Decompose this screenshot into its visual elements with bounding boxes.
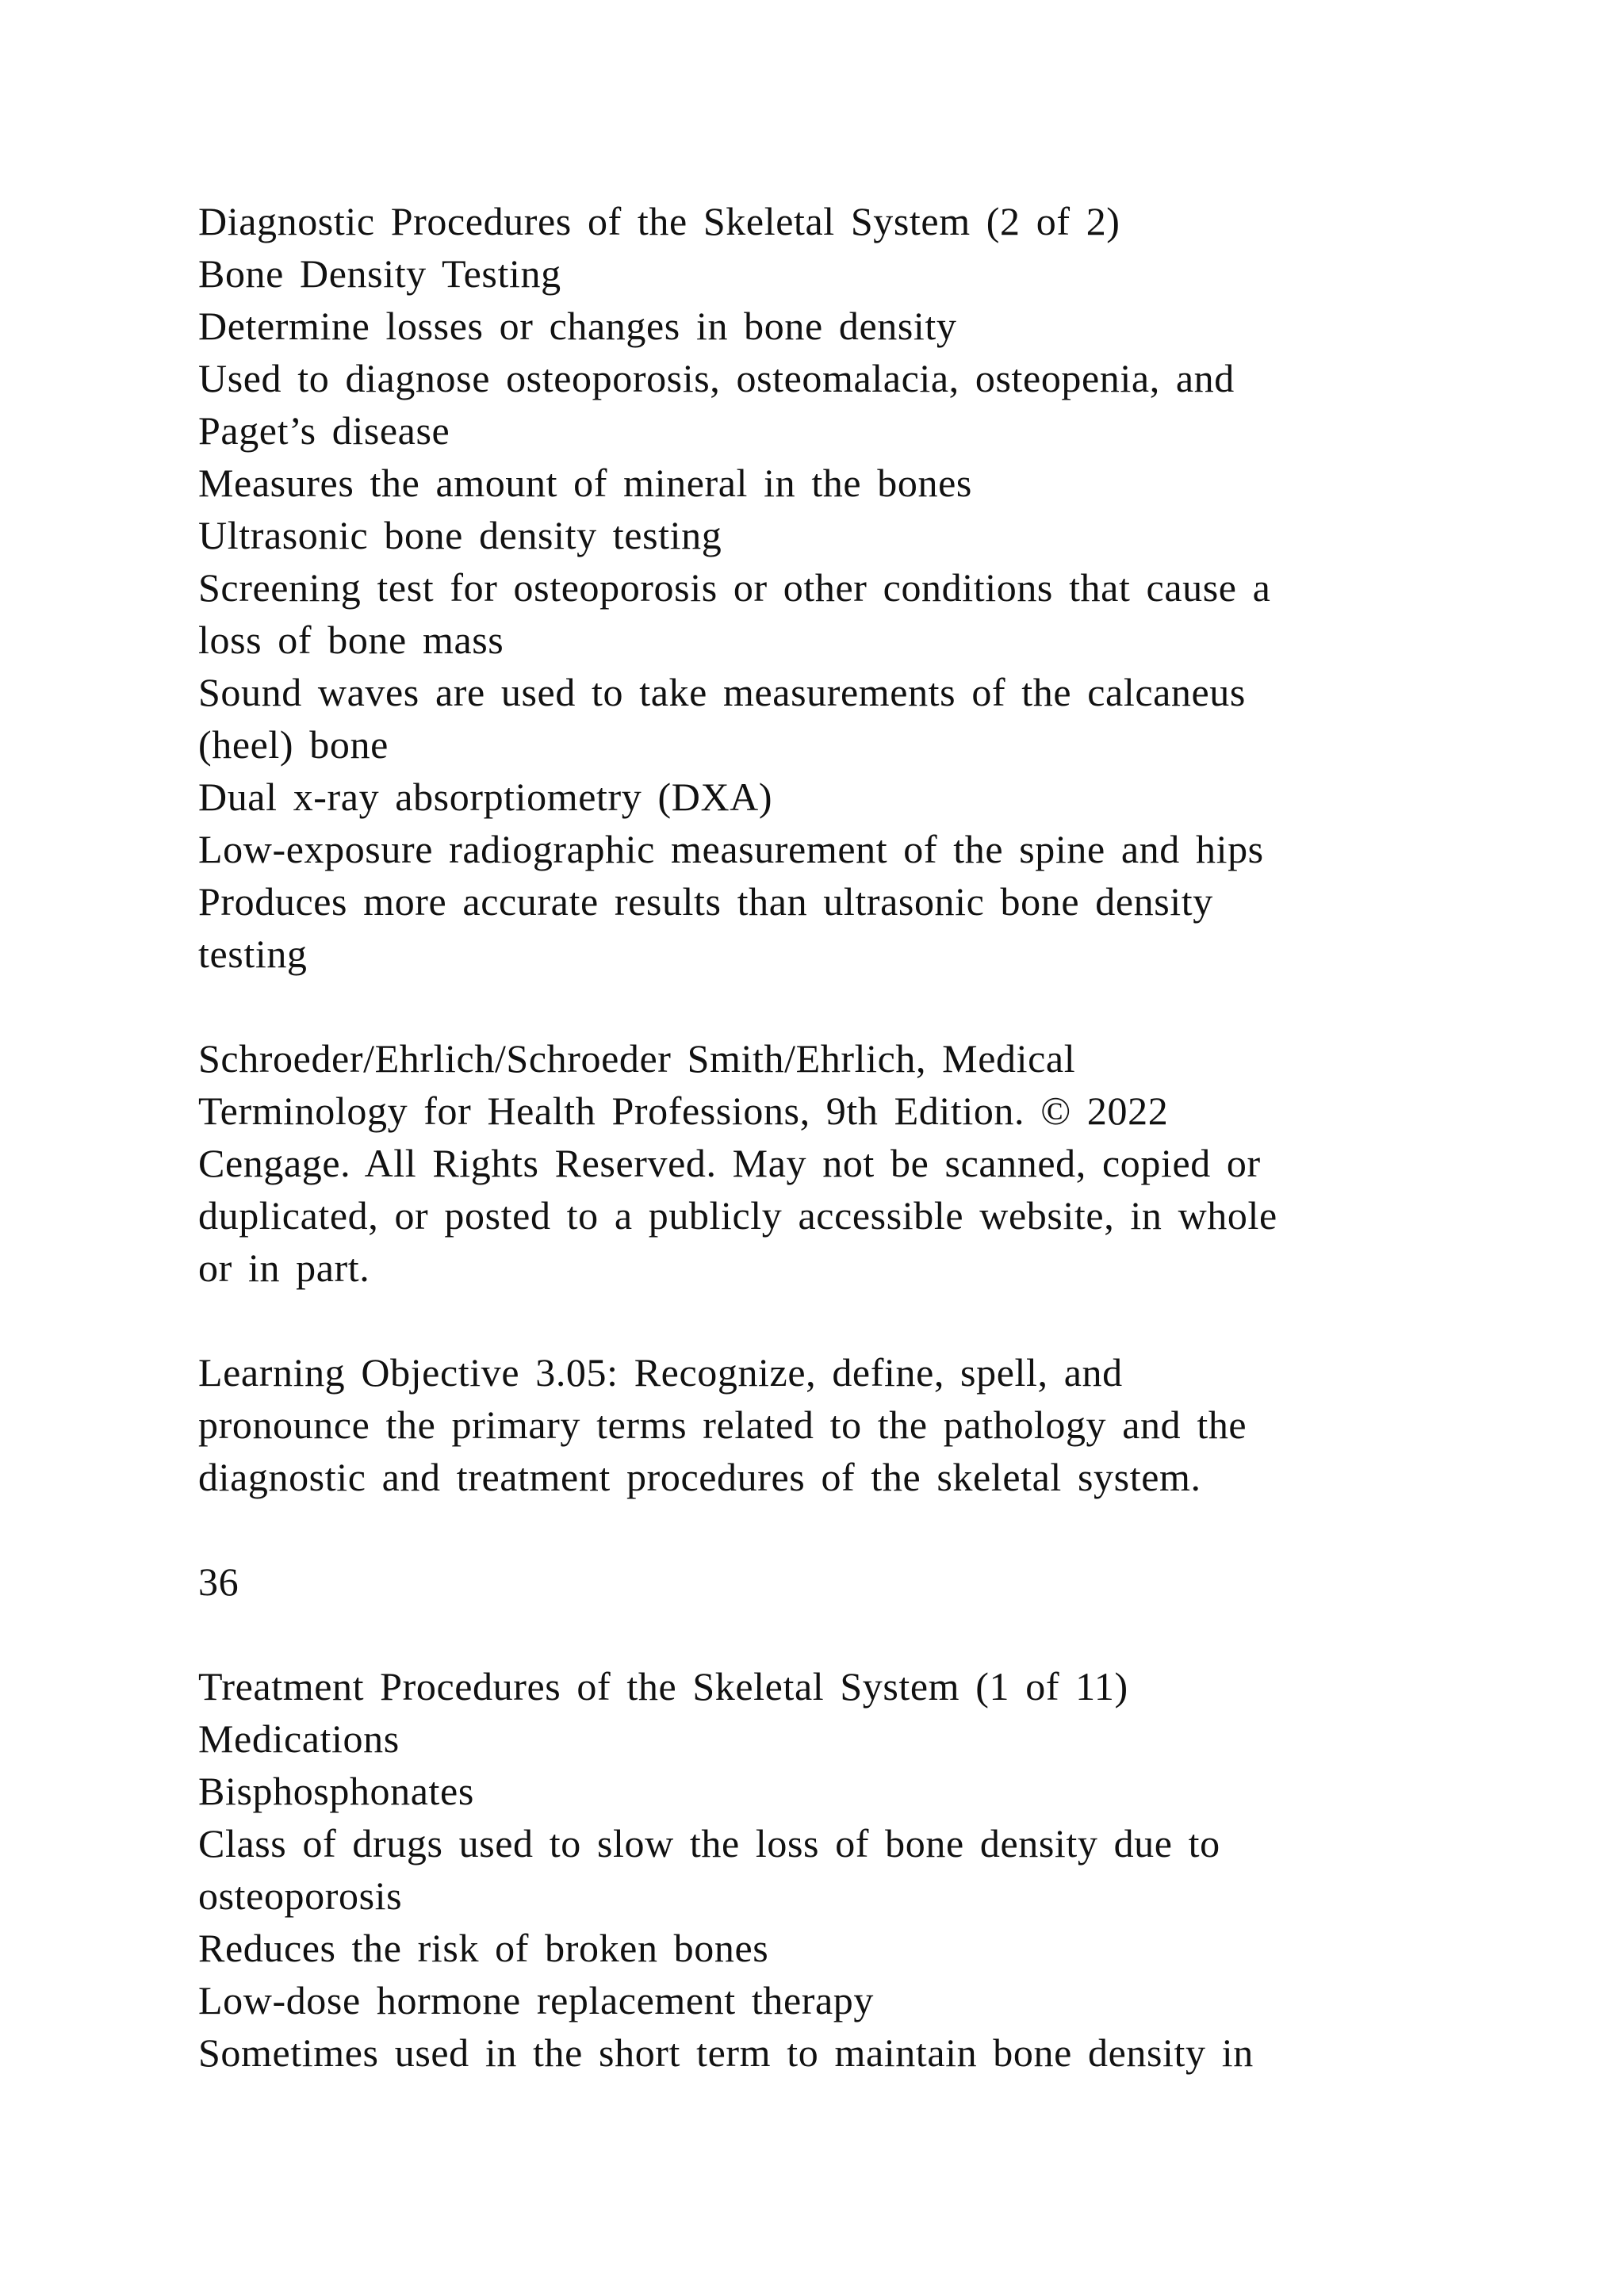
section-title: Treatment Procedures of the Skeletal System (1 of 11) <box>198 1664 1128 1709</box>
document-page <box>198 195 1435 2079</box>
copyright-line: or in part. <box>198 1246 370 1290</box>
text-line: Produces more accurate results than ultrasonic bone density <box>198 879 1213 924</box>
text-line: Determine losses or changes in bone density <box>198 304 957 348</box>
copyright-line: Terminology for Health Professions, 9th Edition. © 2022 <box>198 1089 1169 1133</box>
blank-line <box>198 1608 1435 1660</box>
text-line: Low-exposure radiographic measurement of the spine and hips <box>198 827 1264 871</box>
blank-line <box>198 1503 1435 1556</box>
text-line: Used to diagnose osteoporosis, osteomalacia, osteopenia, and <box>198 356 1235 400</box>
text-line: loss of bone mass <box>198 618 504 662</box>
text-line: Medications <box>198 1716 400 1761</box>
text-line: Sometimes used in the short term to maintain bone density in <box>198 2030 1254 2075</box>
blank-line <box>198 980 1435 1032</box>
text-line: osteoporosis <box>198 1873 403 1918</box>
objective-line: diagnostic and treatment procedures of the skeletal system. <box>198 1455 1201 1499</box>
copyright-line: duplicated, or posted to a publicly accessible website, in whole <box>198 1193 1277 1238</box>
text-line: Paget’s disease <box>198 408 450 453</box>
copyright-line: Schroeder/Ehrlich/Schroeder Smith/Ehrlich, Medical <box>198 1036 1076 1081</box>
text-line: Ultrasonic bone density testing <box>198 513 722 557</box>
section-title: Diagnostic Procedures of the Skeletal System (2 of 2) <box>198 199 1120 243</box>
copyright-line: Cengage. All Rights Reserved. May not be scanned, copied or <box>198 1141 1261 1185</box>
text-line: Bisphosphonates <box>198 1769 474 1813</box>
text-line: Reduces the risk of broken bones <box>198 1926 769 1970</box>
text-line: (heel) bone <box>198 722 389 767</box>
objective-line: Learning Objective 3.05: Recognize, define, spell, and <box>198 1350 1123 1395</box>
text-line: Bone Density Testing <box>198 251 561 296</box>
text-line: Screening test for osteoporosis or other conditions that cause a <box>198 565 1271 610</box>
text-line: Dual x-ray absorptiometry (DXA) <box>198 775 773 819</box>
slide-number: 36 <box>198 1559 239 1604</box>
text-line: testing <box>198 932 308 976</box>
blank-line <box>198 1294 1435 1346</box>
objective-line: pronounce the primary terms related to the pathology and the <box>198 1402 1247 1447</box>
text-line: Class of drugs used to slow the loss of bone density due to <box>198 1821 1220 1866</box>
text-line: Sound waves are used to take measurements of the calcaneus <box>198 670 1246 714</box>
text-line: Low-dose hormone replacement therapy <box>198 1978 874 2022</box>
text-line: Measures the amount of mineral in the bones <box>198 461 972 505</box>
